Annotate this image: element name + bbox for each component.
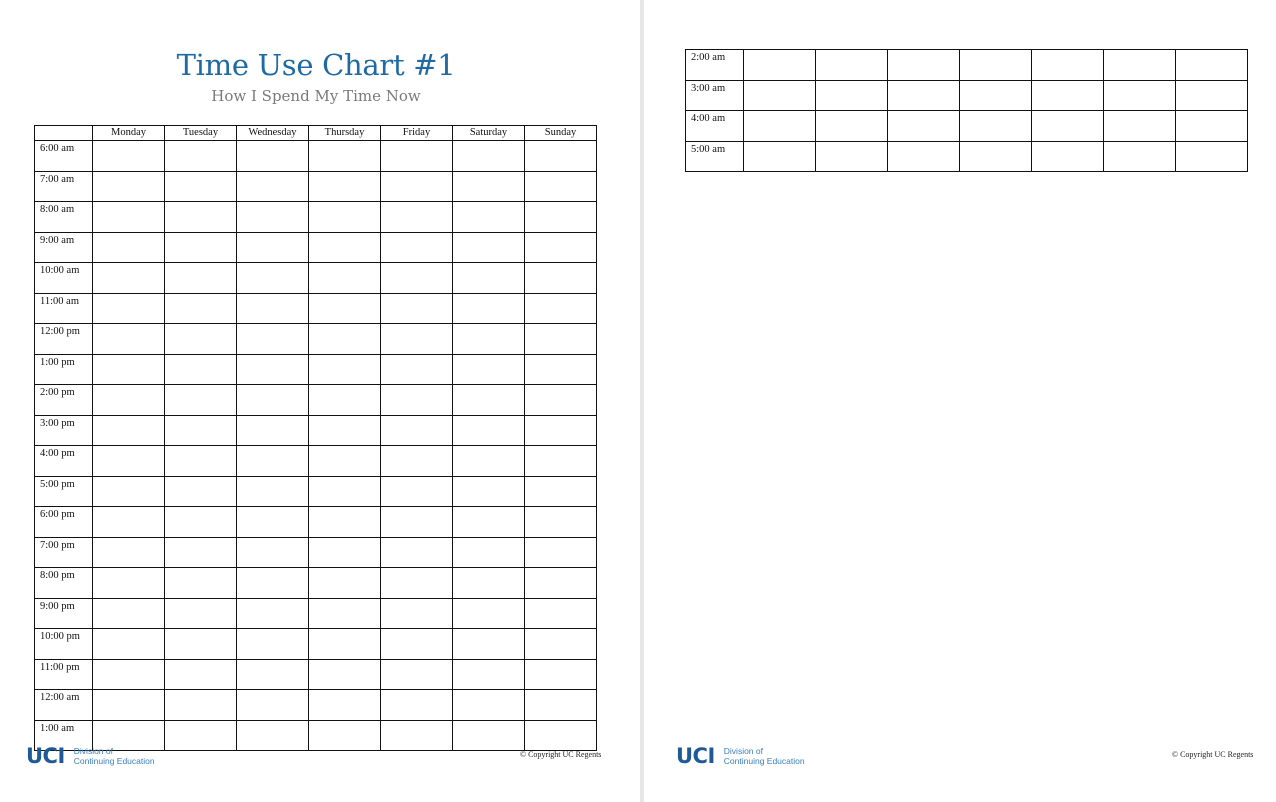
table-row [35,568,597,599]
schedule-cell [744,111,816,142]
schedule-cell [525,629,597,660]
schedule-cell [744,141,816,172]
schedule-cell [237,354,309,385]
schedule-cell [237,385,309,416]
table-row [35,659,597,690]
schedule-cell [237,629,309,660]
schedule-cell [165,385,237,416]
schedule-cell [165,354,237,385]
schedule-cell [165,720,237,751]
schedule-cell [381,537,453,568]
schedule-cell [888,80,960,111]
time-label: 2:00 am [686,50,744,81]
schedule-cell [453,415,525,446]
schedule-cell [1104,80,1176,111]
schedule-cell [525,263,597,294]
time-use-table-continued [685,49,1248,172]
time-label: 1:00 pm [35,354,93,385]
schedule-cell [165,415,237,446]
uci-division-text [724,746,805,766]
table-row [35,385,597,416]
schedule-cell [453,202,525,233]
schedule-cell [1032,111,1104,142]
schedule-cell [453,293,525,324]
column-header-monday: Monday [93,126,165,141]
division-line-1: Division of [723,746,763,756]
schedule-cell [816,111,888,142]
schedule-cell [309,415,381,446]
table-row [35,507,597,538]
table-row [35,232,597,263]
time-label: 3:00 am [686,80,744,111]
schedule-cell [525,446,597,477]
schedule-cell [1176,111,1248,142]
table-row [35,263,597,294]
schedule-cell [1104,50,1176,81]
schedule-cell [960,111,1032,142]
schedule-cell [525,537,597,568]
schedule-cell [525,415,597,446]
schedule-cell [237,232,309,263]
schedule-cell [93,385,165,416]
schedule-cell [309,568,381,599]
schedule-cell [381,598,453,629]
time-label: 9:00 pm [35,598,93,629]
schedule-cell [525,324,597,355]
table-row [35,537,597,568]
schedule-cell [165,507,237,538]
schedule-cell [453,446,525,477]
schedule-cell [165,324,237,355]
schedule-cell [165,690,237,721]
table-row [686,80,1248,111]
copyright-notice: © Copyright UC Regents [520,750,602,759]
schedule-cell [381,629,453,660]
time-label: 5:00 am [686,141,744,172]
schedule-cell [309,507,381,538]
schedule-cell [381,415,453,446]
column-header-tuesday: Tuesday [165,126,237,141]
schedule-cell [816,50,888,81]
table-row [35,202,597,233]
schedule-cell [165,598,237,629]
schedule-cell [888,141,960,172]
schedule-cell [525,171,597,202]
uci-division-text [74,746,155,766]
schedule-cell [381,385,453,416]
schedule-cell [453,385,525,416]
schedule-cell [309,385,381,416]
schedule-cell [165,659,237,690]
schedule-cell [93,476,165,507]
schedule-cell [165,446,237,477]
schedule-cell [381,232,453,263]
schedule-cell [381,476,453,507]
time-label: 10:00 pm [35,629,93,660]
schedule-cell [237,507,309,538]
schedule-cell [381,690,453,721]
schedule-cell [453,476,525,507]
time-label: 3:00 pm [35,415,93,446]
schedule-cell [453,232,525,263]
uci-logo-mark: UCI [26,744,65,768]
schedule-cell [453,568,525,599]
time-label: 10:00 am [35,263,93,294]
uci-logo [26,744,155,768]
time-use-table [34,125,597,751]
page-subtitle: How I Spend My Time Now [211,87,421,105]
schedule-cell [309,293,381,324]
time-label: 12:00 am [35,690,93,721]
schedule-cell [525,293,597,324]
schedule-cell [381,171,453,202]
schedule-cell [309,690,381,721]
schedule-cell [237,324,309,355]
time-label: 8:00 pm [35,568,93,599]
table-row [35,629,597,660]
time-label: 6:00 pm [35,507,93,538]
schedule-cell [237,263,309,294]
schedule-cell [453,629,525,660]
division-line-1: Division of [73,746,113,756]
schedule-cell [960,141,1032,172]
schedule-cell [237,537,309,568]
schedule-cell [165,171,237,202]
schedule-cell [525,476,597,507]
schedule-cell [1104,111,1176,142]
table-row [35,690,597,721]
table-header-row [35,126,597,141]
time-label: 11:00 am [35,293,93,324]
schedule-cell [1032,50,1104,81]
schedule-cell [237,476,309,507]
schedule-cell [93,507,165,538]
schedule-cell [381,293,453,324]
schedule-cell [309,659,381,690]
schedule-cell [525,659,597,690]
schedule-cell [960,50,1032,81]
time-label: 8:00 am [35,202,93,233]
column-header-friday: Friday [381,126,453,141]
schedule-cell [453,263,525,294]
schedule-cell [525,354,597,385]
schedule-cell [453,141,525,172]
schedule-cell [93,354,165,385]
time-label: 6:00 am [35,141,93,172]
table-row [35,598,597,629]
schedule-cell [453,507,525,538]
schedule-cell [525,507,597,538]
schedule-cell [453,354,525,385]
table-row [35,293,597,324]
document-page-2 [644,0,1276,802]
schedule-cell [381,659,453,690]
schedule-cell [93,141,165,172]
schedule-cell [525,232,597,263]
copyright-notice: © Copyright UC Regents [1172,750,1254,759]
schedule-cell [237,415,309,446]
uci-logo-mark: UCI [676,744,715,768]
schedule-cell [93,446,165,477]
schedule-cell [309,263,381,294]
schedule-cell [93,263,165,294]
schedule-cell [165,232,237,263]
schedule-cell [309,476,381,507]
schedule-cell [453,171,525,202]
table-row [35,354,597,385]
schedule-cell [165,476,237,507]
schedule-cell [237,659,309,690]
schedule-cell [888,50,960,81]
schedule-cell [381,446,453,477]
schedule-cell [525,141,597,172]
schedule-cell [525,690,597,721]
schedule-cell [93,568,165,599]
schedule-cell [1032,80,1104,111]
table-row [35,446,597,477]
schedule-cell [525,202,597,233]
table-row [35,324,597,355]
schedule-cell [93,293,165,324]
table-row [35,141,597,172]
schedule-cell [309,446,381,477]
schedule-cell [93,202,165,233]
schedule-cell [237,141,309,172]
schedule-cell [165,202,237,233]
time-label: 4:00 am [686,111,744,142]
time-label: 9:00 am [35,232,93,263]
schedule-cell [237,446,309,477]
schedule-cell [453,537,525,568]
schedule-cell [309,202,381,233]
schedule-cell [1032,141,1104,172]
time-label: 5:00 pm [35,476,93,507]
schedule-cell [1176,80,1248,111]
time-label: 7:00 pm [35,537,93,568]
schedule-cell [237,690,309,721]
schedule-cell [453,324,525,355]
schedule-cell [309,629,381,660]
schedule-cell [1104,141,1176,172]
table-row [35,415,597,446]
schedule-cell [165,263,237,294]
table-row [686,50,1248,81]
schedule-cell [381,141,453,172]
table-row [686,111,1248,142]
time-label: 1:00 am [35,720,93,751]
schedule-cell [93,232,165,263]
column-header-wednesday: Wednesday [237,126,309,141]
schedule-cell [816,80,888,111]
schedule-cell [309,324,381,355]
schedule-cell [816,141,888,172]
schedule-cell [165,537,237,568]
time-label: 11:00 pm [35,659,93,690]
uci-logo [676,744,805,768]
schedule-cell [165,293,237,324]
time-label: 7:00 am [35,171,93,202]
schedule-cell [381,202,453,233]
schedule-cell [309,537,381,568]
schedule-cell [381,568,453,599]
schedule-cell [93,415,165,446]
table-row [35,476,597,507]
division-line-2: Continuing Education [73,756,155,766]
schedule-cell [744,80,816,111]
column-header-sunday: Sunday [525,126,597,141]
column-header-saturday: Saturday [453,126,525,141]
column-header-thursday: Thursday [309,126,381,141]
schedule-cell [744,50,816,81]
schedule-cell [453,659,525,690]
schedule-cell [381,324,453,355]
schedule-cell [381,263,453,294]
schedule-cell [237,293,309,324]
schedule-cell [93,324,165,355]
schedule-cell [453,690,525,721]
time-label: 2:00 pm [35,385,93,416]
schedule-cell [381,507,453,538]
time-label: 12:00 pm [35,324,93,355]
schedule-cell [309,171,381,202]
schedule-cell [525,568,597,599]
table-row [686,141,1248,172]
page-title: Time Use Chart #1 [176,48,456,82]
schedule-cell [93,537,165,568]
schedule-cell [309,720,381,751]
schedule-cell [237,568,309,599]
schedule-cell [525,720,597,751]
schedule-cell [381,354,453,385]
schedule-cell [165,568,237,599]
schedule-cell [237,202,309,233]
schedule-cell [237,171,309,202]
schedule-cell [525,598,597,629]
schedule-cell [381,720,453,751]
schedule-cell [1176,50,1248,81]
schedule-cell [453,720,525,751]
schedule-cell [93,171,165,202]
schedule-cell [237,598,309,629]
time-label: 4:00 pm [35,446,93,477]
schedule-cell [1176,141,1248,172]
schedule-cell [309,232,381,263]
schedule-cell [888,111,960,142]
schedule-cell [165,141,237,172]
corner-cell [35,126,93,141]
schedule-cell [309,354,381,385]
schedule-cell [309,598,381,629]
schedule-cell [93,690,165,721]
table-row [35,171,597,202]
schedule-cell [453,598,525,629]
schedule-cell [309,141,381,172]
schedule-cell [93,659,165,690]
schedule-cell [165,629,237,660]
schedule-cell [960,80,1032,111]
schedule-cell [237,720,309,751]
schedule-cell [93,598,165,629]
schedule-cell [93,629,165,660]
schedule-cell [525,385,597,416]
division-line-2: Continuing Education [723,756,805,766]
